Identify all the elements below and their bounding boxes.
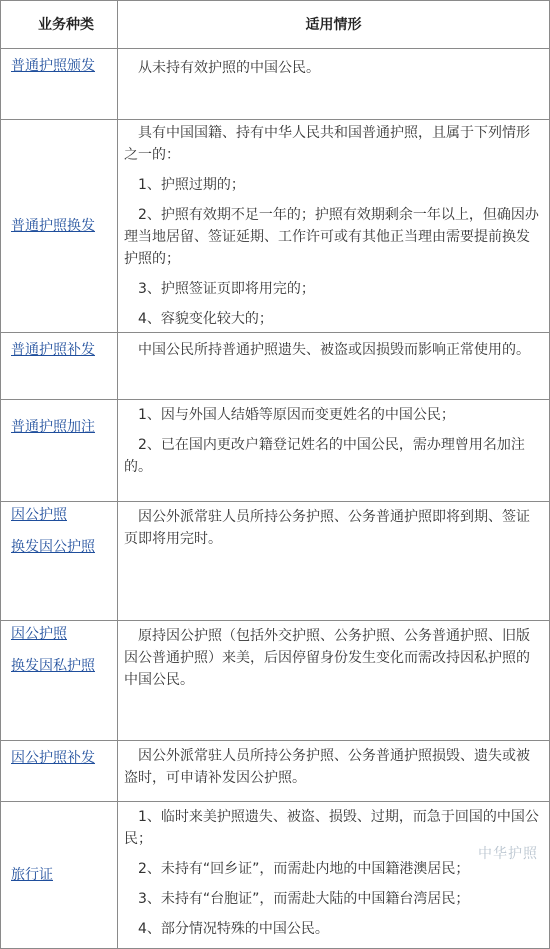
table-row bbox=[1, 741, 550, 802]
link-ordinary-passport-replacement[interactable]: 普通护照补发 bbox=[11, 342, 95, 358]
situation-cell: 1、临时来美护照遗失、被盗、损毁、过期，而急于回国的中国公民； 2、未持有“回乡证”，而需赴内地的中国籍港澳居民； 3、未持有“台胞证”，而需赴大陆的中国籍台湾居民； 4、部分情况特殊的中国公民。 bbox=[118, 802, 550, 949]
business-type-cell bbox=[1, 49, 118, 120]
link-ordinary-passport-endorsement[interactable]: 普通护照加注 bbox=[11, 419, 95, 435]
table-row bbox=[1, 802, 550, 949]
situation-cell: 原持因公护照（包括外交护照、公务护照、公务普通护照、旧版因公普通护照）来美，后因停留身份发生变化而需改持因私护照的中国公民。 bbox=[118, 621, 550, 741]
link-renew-official-passport[interactable]: 换发因公护照 bbox=[11, 536, 107, 558]
link-official-passport[interactable]: 因公护照 bbox=[11, 623, 107, 645]
business-type-cell bbox=[1, 120, 118, 333]
watermark-logo: 中华护照 bbox=[478, 843, 538, 863]
situation-cell: 1、因与外国人结婚等原因而变更姓名的中国公民； 2、已在国内更改户籍登记姓名的中国公民，需办理曾用名加注的。 bbox=[118, 400, 550, 502]
business-type-cell bbox=[1, 333, 118, 400]
business-type-cell bbox=[1, 400, 118, 502]
link-official-passport-replacement[interactable]: 因公护照补发 bbox=[11, 750, 95, 766]
business-type-cell bbox=[1, 741, 118, 802]
situation-cell: 因公外派常驻人员所持公务护照、公务普通护照即将到期、签证页即将用完时。 bbox=[118, 502, 550, 621]
link-ordinary-passport-renewal[interactable]: 普通护照换发 bbox=[11, 218, 95, 234]
situation-cell: 从未持有效护照的中国公民。 bbox=[118, 49, 550, 120]
business-type-cell bbox=[1, 802, 118, 949]
business-type-cell bbox=[1, 502, 118, 621]
table-row bbox=[1, 400, 550, 502]
table-row bbox=[1, 120, 550, 333]
business-type-cell bbox=[1, 621, 118, 741]
table-row bbox=[1, 621, 550, 741]
table-row bbox=[1, 333, 550, 400]
link-travel-document[interactable]: 旅行证 bbox=[11, 867, 53, 883]
link-ordinary-passport-issue[interactable]: 普通护照颁发 bbox=[11, 58, 95, 74]
table-row bbox=[1, 502, 550, 621]
header-applicable-situation: 适用情形 bbox=[118, 1, 550, 49]
header-business-type: 业务种类 bbox=[1, 1, 118, 49]
situation-cell: 因公外派常驻人员所持公务护照、公务普通护照损毁、遗失或被盗时，可申请补发因公护照。 bbox=[118, 741, 550, 802]
table-header-row bbox=[1, 1, 550, 49]
table-row bbox=[1, 49, 550, 120]
link-switch-to-private-passport[interactable]: 换发因私护照 bbox=[11, 655, 107, 677]
link-official-passport[interactable]: 因公护照 bbox=[11, 504, 107, 526]
situation-cell: 中国公民所持普通护照遗失、被盗或因损毁而影响正常使用的。 bbox=[118, 333, 550, 400]
situation-cell: 具有中国国籍、持有中华人民共和国普通护照，且属于下列情形之一的： 1、护照过期的； 2、护照有效期不足一年的；护照有效期剩余一年以上，但确因办理当地居留、签证延期、工作许可或有其他正当理由需要提前换发护照的； 3、护照签证页即将用完的； 4、容貌变化较大的； bbox=[118, 120, 550, 333]
